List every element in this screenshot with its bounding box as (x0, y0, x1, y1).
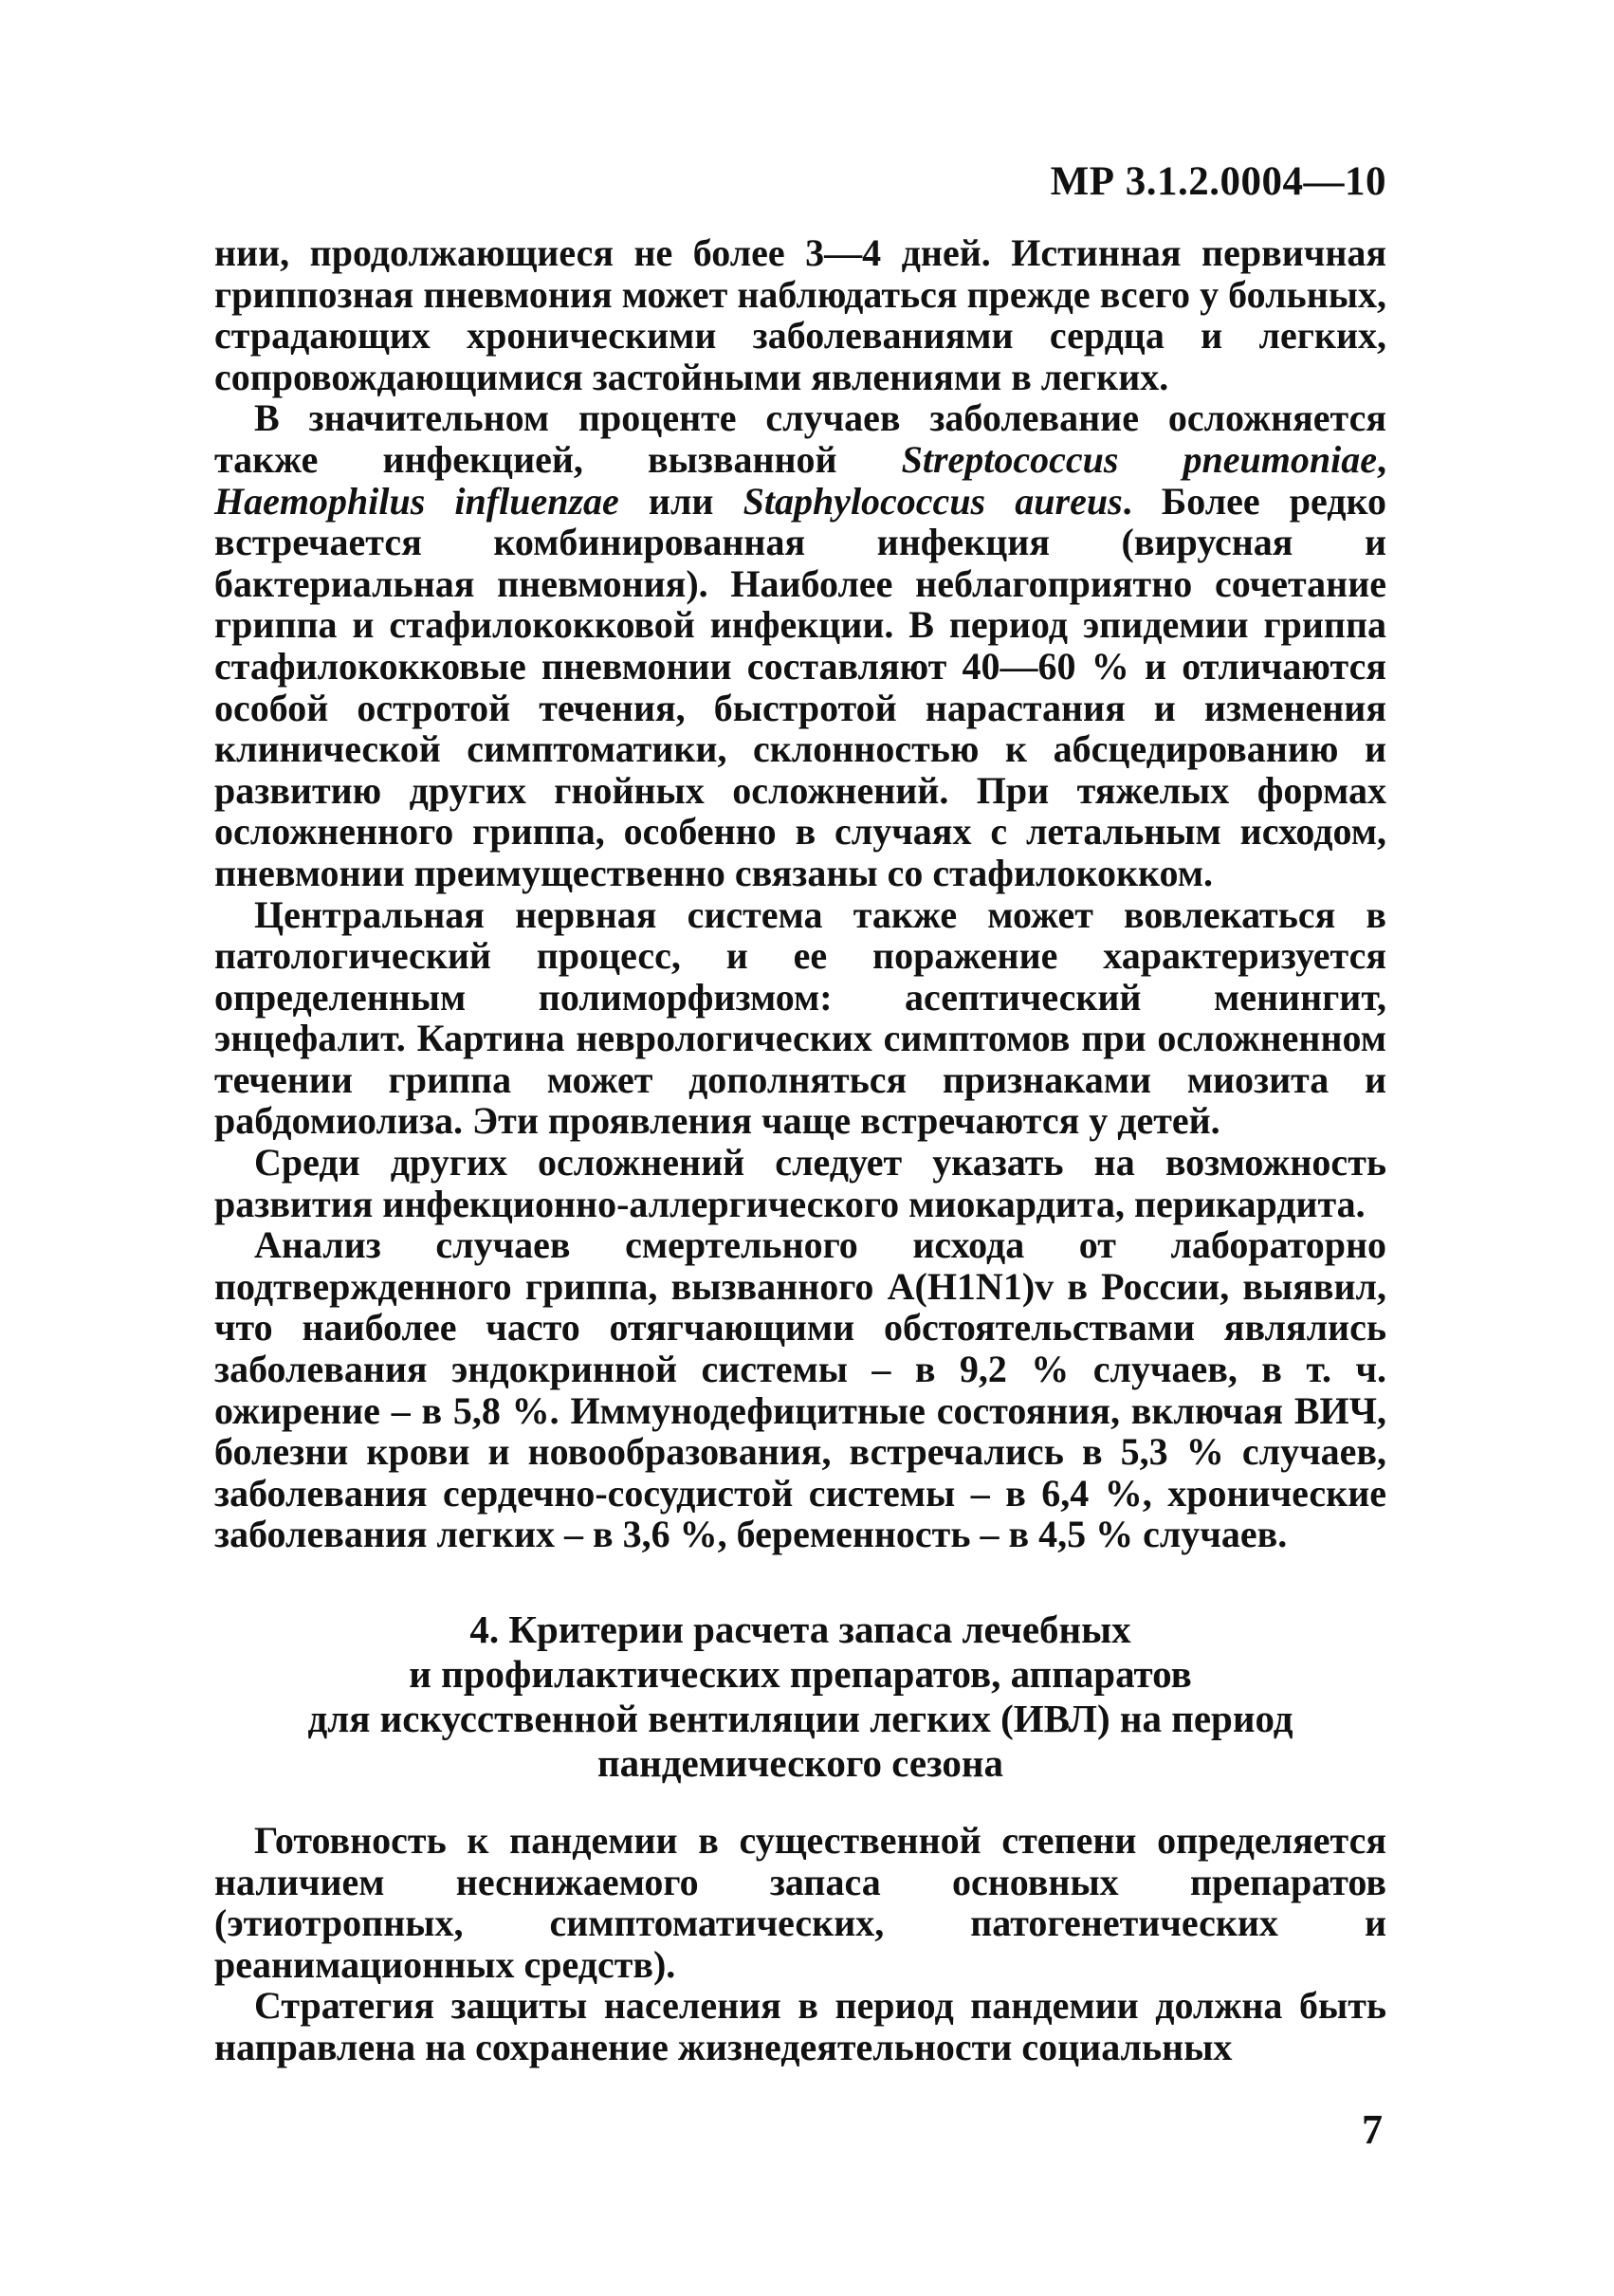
paragraph-2-text-start: В значительном проценте случаев заболевание осложняется также инфекцией, вызванной (214, 396, 1386, 481)
paragraph-1: нии, продолжающиеся не более 3—4 дней. Истинная первичная гриппозная пневмония может наблюдаться прежде всего у больных, страдающих хроническими заболеваниями сердца и легких, сопровождающимися застойными явлениями в легких. (214, 231, 1386, 398)
section-heading-line-3: для искусственной вентиляции легких (ИВЛ) на период (307, 1697, 1293, 1740)
document-code-header: МР 3.1.2.0004—10 (1050, 159, 1386, 204)
paragraph-4: Среди других осложнений следует указать на возможность развития инфекционно-аллергического миокардита, перикардита. (214, 1141, 1386, 1225)
paragraph-3: Центральная нервная система также может вовлекаться в патологический процесс, и ее поражение характеризуется определенным полиморфизмом: асептический менингит, энцефалит. Картина неврологических симптомов при осложненном течении гриппа может дополняться признаками миозита и рабдомиолиза. Эти проявления чаще встречаются у детей. (214, 892, 1386, 1143)
paragraph-5: Анализ случаев смертельного исхода от лабораторно подтвержденного гриппа, вызванного A(H1N1)v в России, выявил, что наиболее часто отягчающими обстоятельствами являлись заболевания эндокринной системы – в 9,2 % случаев, в т. ч. ожирение – в 5,8 %. Иммунодефицитные состояния, включая ВИЧ, болезни крови и новообразования, встречались в 5,3 % случаев, заболевания сердечно-сосудистой системы – в 6,4 %, хронические заболевания легких – в 3,6 %, беременность – в 4,5 % случаев. (214, 1223, 1386, 1556)
section-heading (214, 1607, 1386, 1786)
section-heading-line-1: 4. Критерии расчета запаса лечебных (469, 1607, 1131, 1651)
species-streptococcus: Streptococcus pneumoniae (901, 437, 1377, 481)
paragraph-2 (214, 397, 1386, 893)
section-paragraph-1: Готовность к пандемии в существенной степени определяется наличием неснижаемого запаса основных препаратов (этиотропных, симптоматических, патогенетических и реанимационных средств). (214, 1819, 1386, 1986)
species-staphylococcus: Staphylococcus aureus (743, 479, 1123, 523)
section-heading-line-2: и профилактических препаратов, аппаратов (409, 1652, 1192, 1696)
paragraph-2-text-end: . Более редко встречается комбинированная инфекция (вирусная и бактериальная пневмония). Наиболее неблагоприятно сочетание гриппа и стафилококковой инфекции. В период эпидемии гриппа стафилококковые пневмонии составляют 40—60 % и отличаются особой остротой течения, быстротой нарастания и изменения клинической симптоматики, склонностью к абсцедированию и развитию других гнойных осложнений. При тяжелых формах осложненного гриппа, особенно в случаях с летальным исходом, пневмонии преимущественно связаны со стафилококком. (214, 479, 1386, 894)
paragraph-2-separator-1: , (1377, 437, 1386, 481)
page-content (214, 232, 1386, 2068)
page-number: 7 (1362, 2106, 1383, 2153)
paragraph-2-separator-2: или (618, 479, 743, 523)
species-haemophilus: Haemophilus influenzae (214, 479, 619, 523)
section-paragraph-2: Стратегия защиты населения в период пандемии должна быть направлена на сохранение жизнедеятельности социальных (214, 1984, 1386, 2068)
section-heading-line-4: пандемического сезона (597, 1741, 1003, 1785)
